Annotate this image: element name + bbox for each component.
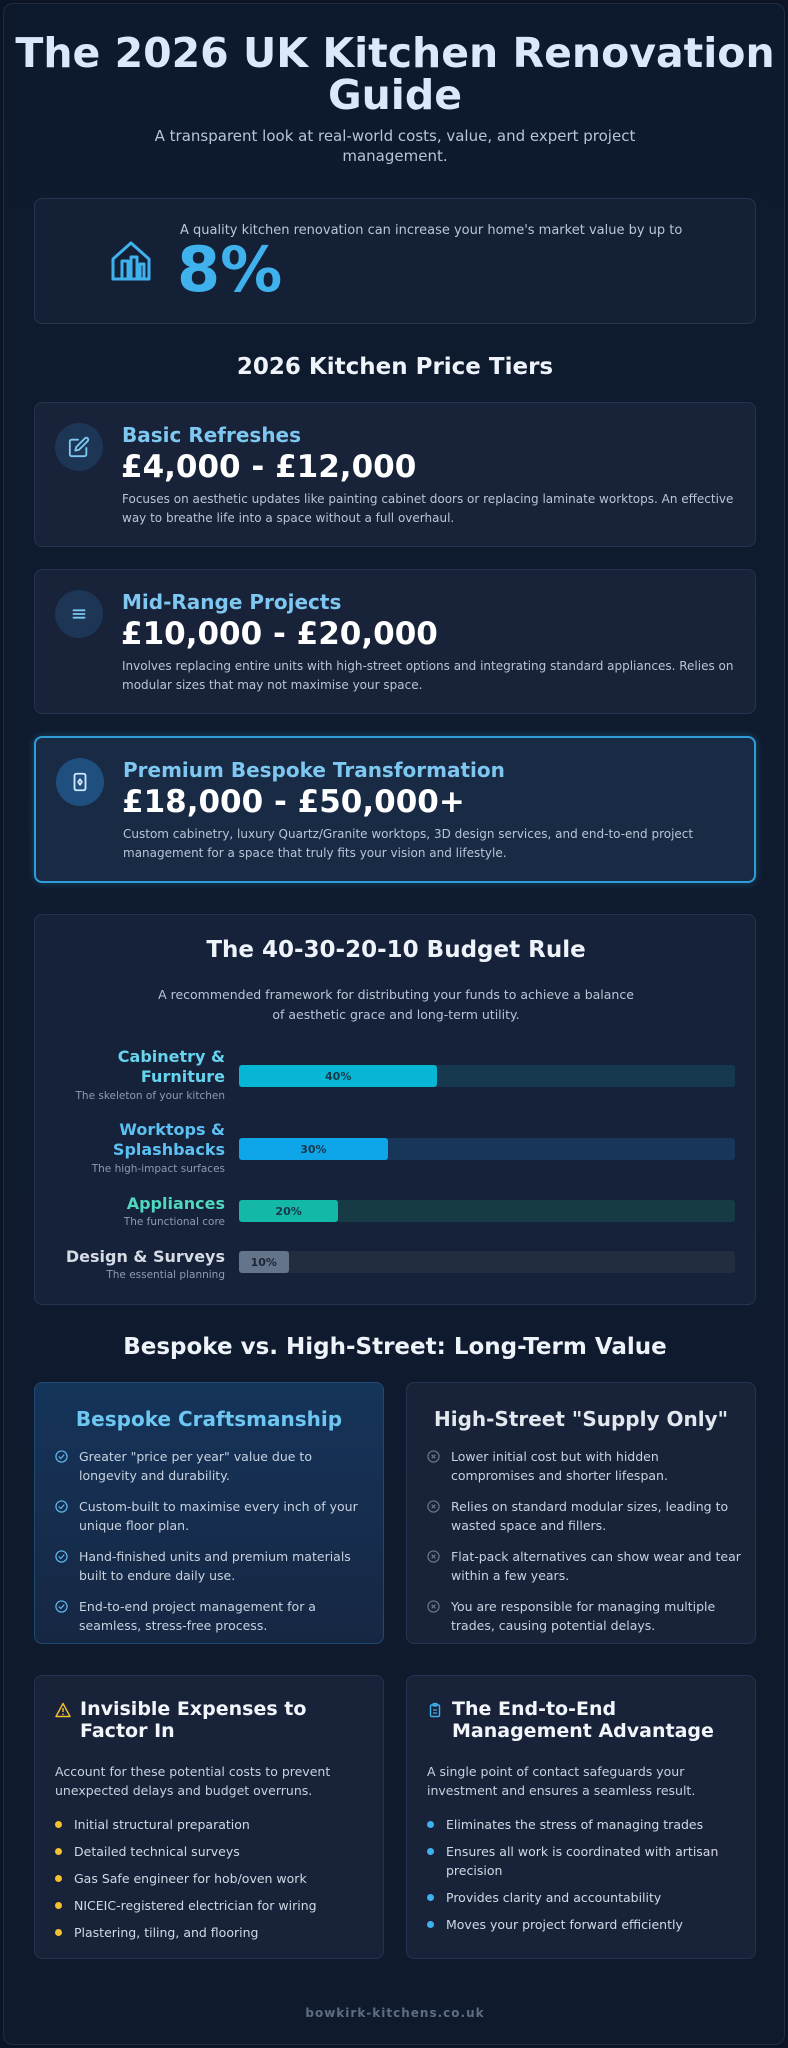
- list-item: [427, 1497, 745, 1535]
- management-title: The End-to-End Management Advantage: [452, 1698, 714, 1742]
- expenses-description: Account for these potential costs to prevent unexpected delays and budget overruns.: [55, 1764, 331, 1798]
- budget-subtitle: A recommended framework for distributing your funds to achieve a balance of aesthetic grace and long-term utility.: [158, 987, 634, 1022]
- list-item: [427, 1547, 745, 1585]
- budget-rule-card: [34, 914, 756, 1305]
- budget-row-sub: The high-impact surfaces: [91, 1163, 225, 1175]
- comparison-title: Bespoke vs. High-Street: Long-Term Value: [123, 1334, 667, 1360]
- budget-bar-fill: 30%: [239, 1138, 388, 1160]
- budget-row-label: Appliances: [126, 1194, 225, 1213]
- high-street-card: [406, 1382, 756, 1644]
- budget-bar-track: [239, 1065, 735, 1087]
- tier-name: Basic Refreshes: [122, 423, 302, 447]
- bespoke-list: [55, 1447, 373, 1647]
- infographic-page: [3, 3, 785, 2045]
- list-item-text: Hand-finished units and premium materials built to endure daily use.: [79, 1549, 351, 1583]
- x-circle-icon: [427, 1600, 440, 1613]
- check-circle-icon: [55, 1600, 68, 1613]
- tier-name: Premium Bespoke Transformation: [123, 758, 505, 782]
- budget-bar-track: [239, 1251, 735, 1273]
- list-item: [55, 1497, 373, 1535]
- tier-description: Custom cabinetry, luxury Quartz/Granite worktops, 3D design services, and end-to-end project management for a space that truly fits your vision and lifestyle.: [123, 827, 694, 860]
- management-description: A single point of contact safeguards your investment and ensures a seamless result.: [427, 1764, 696, 1798]
- tier-price: £10,000 - £20,000: [121, 616, 438, 652]
- budget-row-sub: The functional core: [123, 1216, 225, 1228]
- clipboard-icon: [427, 1702, 443, 1718]
- budget-bar-fill: 10%: [239, 1251, 289, 1273]
- list-item: [55, 1896, 373, 1915]
- tier-card-premium: [34, 736, 756, 883]
- x-circle-icon: [427, 1550, 440, 1563]
- warning-icon: [55, 1702, 71, 1718]
- list-item: [427, 1597, 745, 1635]
- page-subtitle: A transparent look at real-world costs, value, and expert project management.: [154, 127, 636, 165]
- list-item: [55, 1447, 373, 1485]
- tier-name: Mid-Range Projects: [122, 590, 342, 614]
- premium-badge-icon: [56, 758, 104, 806]
- tier-price: £4,000 - £12,000: [121, 449, 417, 485]
- list-item-text: Provides clarity and accountability: [446, 1890, 662, 1905]
- list-item: [55, 1597, 373, 1635]
- budget-bar-track: [239, 1200, 735, 1222]
- tier-card-mid-range: [34, 569, 756, 714]
- tier-description: Focuses on aesthetic updates like painting cabinet doors or replacing laminate worktops. An effective way to breathe life into a space without a full overhaul.: [122, 492, 734, 525]
- list-item-text: Plastering, tiling, and flooring: [74, 1925, 259, 1940]
- x-circle-icon: [427, 1450, 440, 1463]
- list-item-text: Relies on standard modular sizes, leading to wasted space and fillers.: [451, 1499, 729, 1533]
- bespoke-title: Bespoke Craftsmanship: [75, 1407, 343, 1431]
- edit-icon: [55, 423, 103, 471]
- check-circle-icon: [55, 1500, 68, 1513]
- check-circle-icon: [55, 1450, 68, 1463]
- tier-price: £18,000 - £50,000+: [122, 784, 465, 820]
- list-item: [55, 1815, 373, 1834]
- budget-title: The 40-30-20-10 Budget Rule: [206, 937, 586, 963]
- budget-row-sub: The skeleton of your kitchen: [75, 1090, 225, 1102]
- page-title: The 2026 UK Kitchen Renovation Guide: [15, 29, 775, 119]
- value-stat-card: [34, 198, 756, 324]
- high-street-list: [427, 1447, 745, 1647]
- list-item: [427, 1447, 745, 1485]
- list-item-text: Ensures all work is coordinated with artisan precision: [446, 1844, 719, 1878]
- budget-bar-track: [239, 1138, 735, 1160]
- stat-label: A quality kitchen renovation can increase your home's market value by up to: [180, 223, 683, 238]
- list-item-text: NICEIC-registered electrician for wiring: [74, 1898, 317, 1913]
- high-street-title: High-Street "Supply Only": [433, 1407, 729, 1431]
- list-item-text: Moves your project forward efficiently: [446, 1917, 683, 1932]
- house-icon: [107, 237, 155, 285]
- invisible-expenses-card: [34, 1675, 384, 1959]
- management-list: [427, 1815, 745, 1942]
- list-item-text: Initial structural preparation: [74, 1817, 250, 1832]
- list-item: [55, 1869, 373, 1888]
- budget-bar-fill: 20%: [239, 1200, 338, 1222]
- budget-row-sub: The essential planning: [106, 1269, 225, 1281]
- list-item: [427, 1842, 745, 1880]
- list-item-text: Gas Safe engineer for hob/oven work: [74, 1871, 307, 1886]
- footer-site[interactable]: bowkirk-kitchens.co.uk: [305, 2006, 485, 2020]
- list-item-text: Greater "price per year" value due to longevity and durability.: [79, 1449, 312, 1483]
- tier-card-basic: [34, 402, 756, 547]
- budget-row-label: Design & Surveys: [65, 1247, 225, 1266]
- management-advantage-card: [406, 1675, 756, 1959]
- expenses-title: Invisible Expenses to Factor In: [80, 1698, 307, 1742]
- list-icon: [55, 590, 103, 638]
- list-item: [55, 1547, 373, 1585]
- list-item-text: Flat-pack alternatives can show wear and tear within a few years.: [451, 1549, 741, 1583]
- budget-row-label: Cabinetry & Furniture: [117, 1047, 225, 1086]
- list-item-text: Lower initial cost but with hidden compromises and shorter lifespan.: [451, 1449, 668, 1483]
- expenses-list: [55, 1815, 373, 1950]
- tier-description: Involves replacing entire units with high-street options and integrating standard appliances. Relies on modular sizes that may not maximise your space.: [122, 659, 734, 692]
- list-item: [55, 1923, 373, 1942]
- check-circle-icon: [55, 1550, 68, 1563]
- tiers-section-title: 2026 Kitchen Price Tiers: [236, 354, 554, 380]
- list-item: [427, 1815, 745, 1834]
- list-item: [427, 1888, 745, 1907]
- stat-value: 8%: [177, 233, 283, 306]
- list-item: [55, 1842, 373, 1861]
- budget-row-label: Worktops & Splashbacks: [112, 1120, 225, 1159]
- list-item-text: End-to-end project management for a seamless, stress-free process.: [79, 1599, 316, 1633]
- x-circle-icon: [427, 1500, 440, 1513]
- list-item-text: You are responsible for managing multiple trades, causing potential delays.: [451, 1599, 716, 1633]
- list-item-text: Eliminates the stress of managing trades: [446, 1817, 704, 1832]
- budget-bar-fill: 40%: [239, 1065, 437, 1087]
- bespoke-card: [34, 1382, 384, 1644]
- list-item-text: Custom-built to maximise every inch of your unique floor plan.: [79, 1499, 358, 1533]
- list-item-text: Detailed technical surveys: [74, 1844, 240, 1859]
- list-item: [427, 1915, 745, 1934]
